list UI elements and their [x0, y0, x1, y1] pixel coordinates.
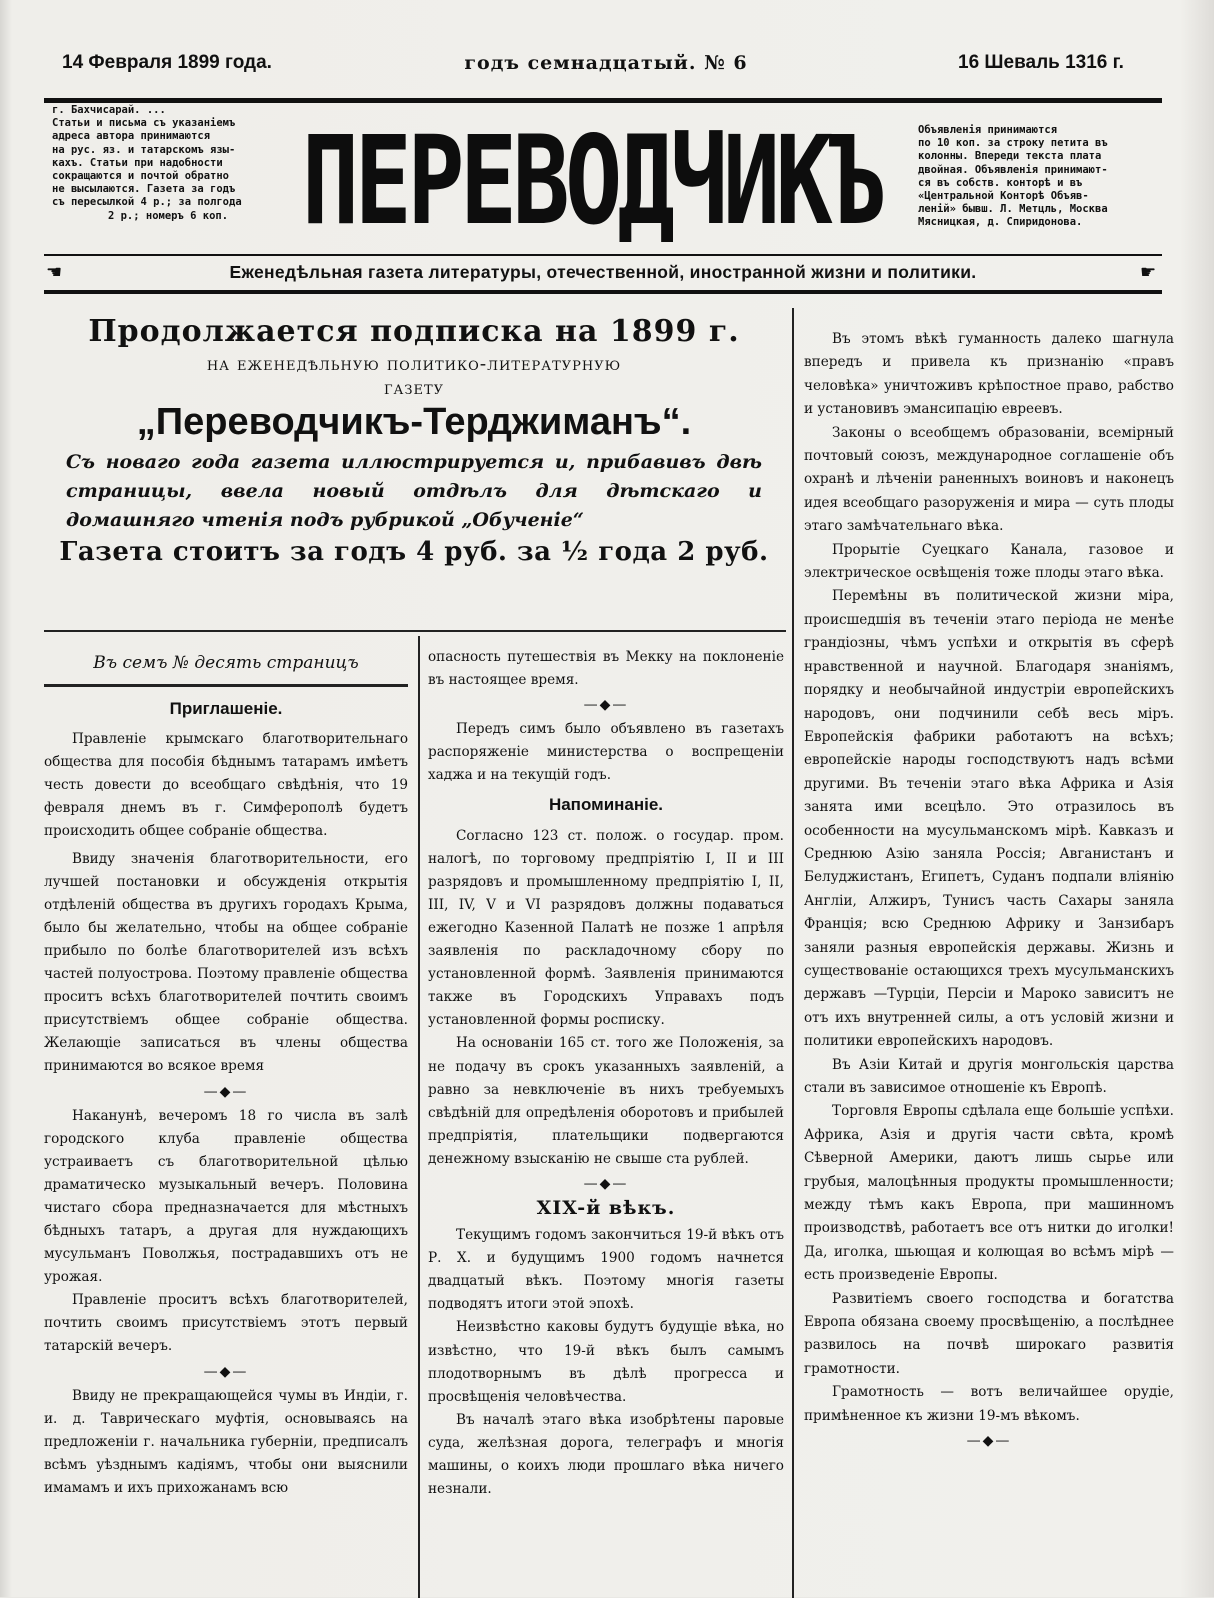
section-rule	[44, 630, 786, 632]
paragraph: Правленіе крымскаго благотворительнаго общества для пособія бѣднымъ татарамъ имѣетъ честь довести до всеобщаго свѣдѣнія, что 19 февраля днемъ въ г. Симферополѣ будетъ происходить общее собраніе общества.	[44, 731, 408, 840]
left-box-line: г. Бахчисарай. ...	[52, 104, 166, 116]
paragraph: Законы о всеобщемъ образованіи, всемірный почтовый союзъ, международное соглашеніе объ охранѣ и лѣченіи раненныхъ воиновъ и наконецъ идея всеобщаго разоруженія и мира — суть плоды этаго замѣчательнаго вѣка.	[804, 424, 1174, 535]
article-heading-reminder: Напоминаніе.	[548, 795, 664, 815]
paragraph: опасность путешествія въ Мекку на поклоненіе въ настоящее время.	[428, 649, 784, 689]
column-2	[428, 646, 784, 1501]
paragraph: Правленіе проситъ всѣхъ благотворителей, почтить своимъ присутствіемъ этотъ первый татарскій вечеръ.	[44, 1292, 408, 1355]
ornament-divider: —◆—	[583, 697, 629, 714]
pointing-hand-left-icon: ☚	[46, 262, 63, 283]
caption-rule	[44, 684, 408, 687]
paragraph: Ввиду значенія благотворительности, его лучшей постановки и обсужденія открытія отдѣленій общества въ другихъ городахъ Крыма, было бы желательно, чтобы на общее собраніе прибыло по болѣе благотворителей изъ всѣхъ частей полуострова. Поэтому правленіе общества проситъ всѣхъ благотворителей почтить своимъ присутствіемъ общее собраніе общества. Желающіе записаться въ члены общества принимаются во всякое время	[44, 850, 408, 1075]
subscription-price: Газета стоитъ за годъ 4 руб. за ½ года 2 руб.	[59, 537, 769, 567]
subscription-info-box	[52, 104, 284, 223]
right-box-line: ся въ собств. конторѣ и въ	[918, 176, 1083, 189]
right-box-line: колонны. Впереди текста плата	[918, 150, 1102, 163]
paragraph: Согласно 123 ст. полож. о государ. пром. налогѣ, по торговому предпріятію I, II и III разрядовъ и промышленному предпріятію I, II, III, IV, V и VI разрядовъ должны подаваться ежегодно Казенной Палатѣ не позже 1 апрѣля заявленія по раскладочному сбору по установленной формѣ. Заявленія принимаются также въ Городскихъ Управахъ подъ установленной формы росписку.	[428, 827, 784, 1029]
left-box-line: кахъ. Статьи при надобности	[52, 156, 223, 169]
ornament-divider: —◆—	[203, 1363, 249, 1380]
left-box-line: не высылаются. Газета за годъ	[52, 183, 236, 196]
right-box-line: ленiй» бывш. Л. Метцль, Москва	[918, 203, 1108, 216]
left-box-line: 2 р.; номеръ 6 коп.	[107, 209, 229, 222]
column-divider	[418, 636, 420, 1598]
header-rule-bottom	[44, 290, 1162, 294]
pointing-hand-right-icon: ☛	[1140, 262, 1157, 283]
left-box-line: Статьи и письма съ указанiемъ	[52, 117, 236, 130]
paragraph: Перемѣны въ политической жизни міра, происшедшія въ теченіи этаго періода не менѣе грандіозны, чѣмъ успѣхи и открытія въ сферѣ нравственной и научной. Благодаря знаніямъ, порядку и необычайной индустріи европейскихъ народовъ, они подчинили себѣ весь міръ. Европейскія фабрики работаютъ на всѣхъ; европейскіе народы господствуютъ надъ всѣми другими. Въ теченіи этаго вѣка Африка и Азія занята ими всецѣло. Это отразилось въ особенности на мусульманскомъ мірѣ. Кавказъ и Среднюю Азію заняла Россія; Авганистанъ и Белуджистанъ, Египетъ, Суданъ подпали вліянію Англіи, Алжиръ, Тунисъ часть Сахары заняла Франція; всю Среднюю Африку и Занзибаръ заняли разныя европейскія державы. Жизнь и существованіе остающихся трехъ мусульманскихъ державъ —Турціи, Персіи и Мароко зависитъ не отъ ихъ внутренней силы, а отъ условій жизни и политики европейскихъ народовъ.	[804, 588, 1174, 1050]
right-box-line: двойная. Объявленiя принимают-	[918, 163, 1108, 176]
right-box-line: Объявленiя принимаются	[918, 124, 1058, 136]
subscription-details: Съ новаго года газета иллюстрируется и, прибавивъ двѣ страницы, ввела новый отдѣлъ для дѣтскаго и домашняго чтенія подъ рубрикой „Обученіе“	[66, 451, 762, 531]
paragraph: Въ началѣ этаго вѣка изобрѣтены паровые суда, желѣзная дорога, телеграфъ и многія машины, о коихъ люди прошлаго вѣка ничего незнали.	[428, 1411, 784, 1498]
left-box-line: адреса автора принимаются	[52, 130, 211, 143]
subscription-subheading: на еженедѣльную политико-литературную	[206, 353, 622, 375]
right-box-line: Мясницкая, д. Спиридонова.	[918, 216, 1083, 229]
subscription-subheading-2: газету	[383, 377, 445, 399]
header-rule-top	[44, 98, 1162, 103]
page-count-caption: Въ семъ № десять страницъ	[93, 653, 359, 673]
ornament-divider: —◆—	[203, 1083, 249, 1100]
article-heading-invitation: Приглашеніе.	[169, 699, 283, 718]
left-box-line: сокращаются и почтой обратно	[52, 170, 230, 183]
issue-date-right: 16 Шеваль 1316 г.	[958, 52, 1124, 73]
paragraph: Неизвѣстно каковы будутъ будущіе вѣка, но извѣстно, что 19-й вѣкъ былъ самымъ плодотворнымъ въ дѣлѣ прогресса и просвѣщенія человѣчества.	[428, 1319, 784, 1405]
paragraph: Текущимъ годомъ закончиться 19-й вѣкъ отъ Р. Х. и будущимъ 1900 годомъ начнется двадцатый вѣкъ. Поэтому многія газеты подводятъ итоги этой эпохѣ.	[428, 1227, 784, 1313]
paragraph: Ввиду не прекращающейся чумы въ Индіи, г. и. д. Таврическаго муфтія, основываясь на предложеніи г. начальника губерніи, предписалъ всѣмъ уѣзднымъ кадіямъ, чтобы они выяснили имамамъ и ихъ прихожанамъ всю	[44, 1387, 408, 1496]
paragraph: Въ этомъ вѣкѣ гуманность далеко шагнула впередъ и привела къ признанію «правъ человѣка» уничтоживъ крѣпостное право, рабство и установивъ эмансипацію евреевъ.	[804, 331, 1174, 418]
article-heading-19th-century: XIX-й вѣкъ.	[536, 1196, 676, 1219]
advertising-info-box	[918, 124, 1162, 230]
paragraph: Грамотность — вотъ величайшее орудіе, примѣненное къ жизни 19-мъ вѣкомъ.	[804, 1384, 1174, 1424]
ornament-divider: —◆—	[966, 1433, 1012, 1450]
paragraph: Развитіемъ своего господства и богатства Европа обязана своему просвѣщенію, а послѣднее развилось на почвѣ широкаго развитія грамотности.	[804, 1290, 1174, 1377]
paragraph: Торговля Европы сдѣлала еще большіе успѣхи. Африка, Азія и другія части свѣта, кромѣ Сѣверной Америки, даютъ лишь сырье или грубыя, малоцѣнныя продукты промышленности; между тѣмъ какъ Европа, при машинномъ производствѣ, работаетъ все отъ нитки до иголки! Да, иголка, шьющая и колющая во всѣмъ мірѣ — есть произведеніе Европы.	[804, 1103, 1174, 1284]
tagline: Еженедѣльная газета литературы, отечественной, иностранной жизни и политики.	[229, 262, 977, 282]
left-box-line: на рус. яз. и татарскомъ язы-	[52, 143, 236, 156]
column-divider	[792, 308, 794, 1598]
ornament-divider: —◆—	[583, 1175, 629, 1192]
right-box-line: по 10 коп. за строку петита въ	[918, 137, 1108, 150]
paragraph: Наканунѣ, вечеромъ 18 го числа въ залѣ городского клуба правленіе общества устраиваетъ съ благотворительной цѣлью драматическо музыкальный вечеръ. Половина чистаго сбора предназначается для мѣстныхъ бѣдныхъ татаръ, а другая для нуждающихъ мусульманъ Поволжья, пострадавшихъ отъ не урожая.	[44, 1107, 408, 1286]
subscription-announcement	[44, 314, 784, 567]
paragraph: Передъ симъ было объявлено въ газетахъ распоряженіе министерства о воспрещеніи хаджа и на текущій годъ.	[428, 721, 784, 784]
paragraph: На основаніи 165 ст. того же Положенія, за не подачу въ срокъ указанныхъ заявленій, а равно за невключеніе въ нихъ требуемыхъ свѣдѣній для опредѣленія оборотовъ и прибылей предпріятія, плательщики подвергаются денежному взысканію не свыше ста рублей.	[428, 1035, 784, 1167]
subscription-paper-name: „Переводчикъ-Терджиманъ“.	[136, 401, 692, 443]
column-3	[804, 328, 1174, 1454]
header-rule-mid	[44, 254, 1162, 256]
left-box-line: съ пересылкой 4 р.; за полгода	[52, 196, 242, 209]
column-1	[44, 646, 408, 1500]
subscription-heading: Продолжается подписка на 1899 г.	[88, 314, 740, 349]
issue-date-left: 14 Февраля 1899 года.	[62, 52, 272, 73]
paragraph: Въ Азіи Китай и другія монгольскія царства стали въ зависимое отношеніе къ Европѣ.	[804, 1056, 1174, 1096]
newspaper-title: ПЕРЕВОДЧИКЪ	[302, 110, 881, 252]
issue-year-number: годъ семнадцатый. № 6	[464, 52, 748, 74]
paragraph: Прорытіе Суецкаго Канала, газовое и электрическое освѣщенія тоже плоды этаго вѣка.	[804, 541, 1174, 582]
right-box-line: «Центральной Конторѣ Объяв-	[918, 190, 1089, 203]
